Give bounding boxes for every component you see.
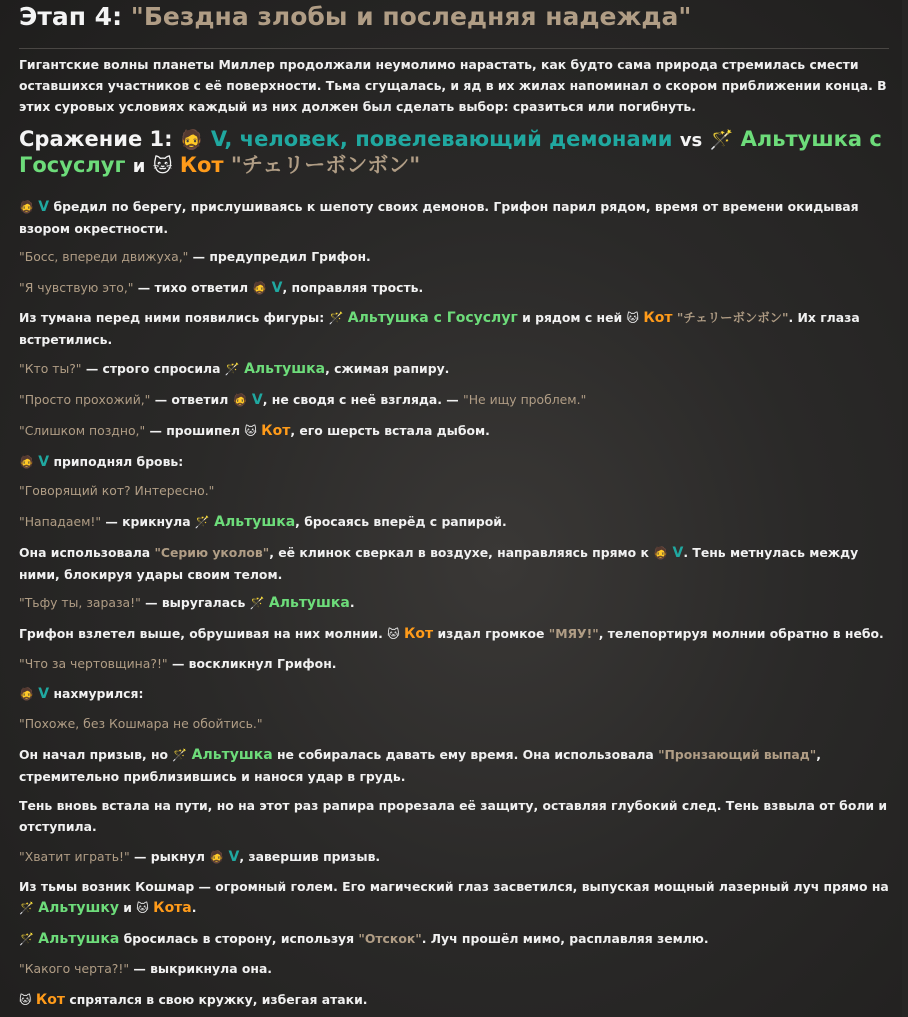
paragraph-text: . (191, 900, 197, 915)
skill-name: "Серию уколов" (154, 545, 270, 560)
cat-name: Кот (403, 626, 434, 642)
paragraph-text: бросилась в сторону, используя (119, 931, 359, 946)
paragraph-text: приподнял бровь: (49, 454, 184, 469)
paragraph-text: . (349, 595, 355, 610)
paragraph-text: — рыкнул (129, 849, 210, 864)
story-paragraph-1 (19, 196, 899, 239)
story-paragraph-10 (19, 511, 899, 533)
paragraph-text: — выкрикнула она. (129, 961, 273, 976)
dialogue-quote: "Кто ты?" (19, 361, 82, 376)
story-paragraph-23 (19, 989, 899, 1011)
v-name: V (251, 392, 263, 408)
cat-name: Кот (643, 310, 673, 326)
paragraph-text: — тихо ответил (133, 280, 253, 295)
paragraph-text: Она использовала (19, 545, 155, 560)
cat-face-icon: 🐱 (19, 993, 32, 1007)
dialogue-quote: "Просто прохожий," (19, 392, 151, 407)
paragraph-text: бредил по берегу, прислушиваясь к шепоту своих демонов. Грифон парил рядом, время от времени окидывая взором окрестности. (19, 199, 859, 236)
story-paragraph-6 (19, 389, 899, 411)
story-paragraph-22 (19, 958, 899, 979)
dialogue-quote: "Какого черта?!" (19, 961, 130, 976)
story-paragraph-11 (19, 542, 899, 585)
alt-name: Альтушку (38, 900, 119, 916)
paragraph-text: и рядом с ней (517, 310, 627, 325)
story-paragraph-7 (19, 420, 899, 442)
cat-face-icon: 🐱 (387, 627, 400, 641)
paragraph-text: , сжимая рапиру. (325, 361, 450, 376)
dialogue-quote: "Слишком поздно," (19, 423, 146, 438)
dialogue-quote: "Босс, впереди движуха," (19, 249, 189, 264)
battle-heading (19, 127, 899, 179)
v-name: V (672, 545, 684, 561)
story-paragraph-9 (19, 480, 899, 501)
story-paragraph-17 (19, 744, 899, 787)
dialogue-quote: "Говорящий кот? Интересно." (19, 483, 215, 498)
dialogue-quote: "Я чувствую это," (19, 280, 134, 295)
paragraph-text: — ответил (150, 392, 233, 407)
paragraph-text: не собиралась давать ему время. Она использовала (272, 747, 659, 762)
skill-name: "МЯУ!" (548, 626, 599, 641)
story-paragraph-4 (19, 307, 899, 350)
paragraph-text: , поправляя трость. (282, 280, 424, 295)
alt-full-name: Альтушка с Госуслуг (19, 127, 882, 177)
dialogue-quote: "Нападаем!" (19, 514, 102, 529)
cat-name: Кота (153, 900, 192, 916)
cat-name: Кот (35, 992, 66, 1008)
v-name: V (38, 454, 50, 470)
cat-face-icon: 🐱 (244, 424, 257, 438)
paragraph-text: — предупредил Грифон. (188, 249, 371, 264)
paragraph-text: Грифон взлетел выше, обрушивая на них молнии. (19, 626, 388, 641)
paragraph-text: — крикнула (101, 514, 195, 529)
battle-label: Сражение 1: (19, 127, 173, 151)
and-label: и (132, 156, 146, 177)
skill-name: "Отскок" (358, 931, 422, 946)
skill-name: "Пронзающий выпад" (658, 747, 817, 762)
title-divider (19, 48, 889, 49)
v-full-name: V, человек, повелевающий демонами (210, 127, 673, 151)
magic-wand-icon: 🪄 (224, 362, 240, 376)
paragraph-text: , его шерсть встала дыбом. (290, 423, 490, 438)
vs-label: vs (679, 130, 703, 151)
paragraph-text: , её клинок сверкал в воздухе, направляясь прямо к (269, 545, 654, 560)
magic-wand-icon: 🪄 (194, 515, 210, 529)
cat-name: Кот (261, 423, 291, 439)
v-name: V (228, 849, 240, 865)
stage-title (19, 2, 691, 31)
magic-wand-icon: 🪄 (19, 901, 34, 915)
paragraph-text: . Луч прошёл мимо, расплавляя землю. (421, 931, 709, 946)
story-paragraph-5 (19, 358, 899, 380)
bearded-man-icon: 🧔 (19, 200, 34, 214)
alt-name: Альтушка с Госуслуг (347, 310, 518, 326)
bearded-man-icon: 🧔 (232, 393, 248, 407)
paragraph-text: . Их глаза встретились. (19, 310, 860, 347)
story-paragraph-13 (19, 623, 899, 645)
cat-face-icon: 🐱 (136, 901, 149, 915)
paragraph-text: — воскликнул Грифон. (167, 656, 337, 671)
paragraph-text: , завершив призыв. (239, 849, 381, 864)
alt-name: Альтушка (244, 361, 326, 377)
magic-wand-icon: 🪄 (709, 129, 734, 151)
paragraph-text: — прошипел (145, 423, 245, 438)
paragraph-text: нахмурился: (49, 686, 144, 701)
story-paragraph-12 (19, 592, 899, 614)
magic-wand-icon: 🪄 (328, 311, 344, 325)
story-paragraph-14 (19, 653, 899, 674)
paragraph-text: Из тумана перед ними появились фигуры: (19, 310, 329, 325)
story-paragraph-3 (19, 277, 899, 299)
magic-wand-icon: 🪄 (19, 932, 34, 946)
dialogue-quote: "Похоже, без Кошмара не обойтись." (19, 716, 263, 731)
paragraph-text: , стремительно приблизившись и нанося удар в грудь. (19, 747, 821, 784)
magic-wand-icon: 🪄 (172, 748, 188, 762)
paragraph-text: спрятался в свою кружку, избегая атаки. (65, 992, 368, 1007)
stage-prefix: Этап 4: (19, 2, 123, 31)
alt-name: Альтушка (268, 595, 350, 611)
story-paragraph-20 (19, 876, 899, 919)
alt-name: Альтушка (38, 931, 120, 947)
bearded-man-icon: 🧔 (179, 129, 204, 151)
alt-name: Альтушка (191, 747, 273, 763)
dialogue-quote: "Хватит играть!" (19, 849, 130, 864)
story-paragraph-19 (19, 846, 899, 868)
paragraph-text: , телепортируя молнии обратно в небо. (598, 626, 884, 641)
v-name: V (271, 280, 283, 296)
bearded-man-icon: 🧔 (19, 687, 34, 701)
paragraph-text: издал громкое (433, 626, 549, 641)
story-paragraph-21 (19, 928, 899, 950)
magic-wand-icon: 🪄 (249, 596, 265, 610)
cat-name: Кот (179, 153, 224, 177)
dialogue-quote: "Не ищу проблем." (463, 392, 587, 407)
story-paragraph-15 (19, 683, 899, 705)
story-paragraph-8 (19, 451, 899, 473)
stage-quoted-title: "Бездна злобы и последняя надежда" (130, 2, 692, 31)
cat-face-icon: 🐱 (152, 155, 173, 177)
paragraph-text: . Тень метнулась между ними, блокируя удары своим телом. (19, 545, 859, 582)
bearded-man-icon: 🧔 (653, 546, 669, 560)
paragraph-text: , бросаясь вперёд с рапирой. (295, 514, 507, 529)
cat-quoted-name: "チェリーボンボン" (676, 310, 789, 325)
intro-paragraph: Гигантские волны планеты Миллер продолжали неумолимо нарастать, как будто сама природа стремилась смести оставшихся участников с её поверхности. Тьма сгущалась, и яд в их жилах напоминал о скором приближении конца. В этих суровых условиях каждый из них должен был сделать выбор: сразиться или погибнуть. (19, 57, 887, 114)
dialogue-quote: "Что за чертовщина?!" (19, 656, 168, 671)
story-paragraph-2 (19, 246, 899, 267)
paragraph-text: — выругалась (140, 595, 250, 610)
bearded-man-icon: 🧔 (209, 850, 225, 864)
cat-quoted-name: "チェリーボンボン" (230, 153, 421, 177)
cat-face-icon: 🐱 (626, 311, 639, 325)
v-name: V (38, 199, 50, 215)
page-scrollbar[interactable] (902, 0, 908, 1017)
v-name: V (38, 686, 50, 702)
bearded-man-icon: 🧔 (19, 455, 34, 469)
paragraph-text: Из тьмы возник Кошмар — огромный голем. Его магический глаз засветился, выпуская мощный лазерный луч прямо на (19, 879, 889, 894)
story-paragraph-18: Тень вновь встала на пути, но на этот раз рапира прорезала её защиту, оставляя глубокий след. Тень взвыла от боли и отступила. (19, 798, 888, 834)
paragraph-text: Он начал призыв, но (19, 747, 173, 762)
bearded-man-icon: 🧔 (252, 281, 268, 295)
dialogue-quote: "Тьфу ты, зараза!" (19, 595, 141, 610)
paragraph-text: — строго спросила (81, 361, 225, 376)
alt-name: Альтушка (214, 514, 296, 530)
paragraph-text: , не сводя с неё взгляда. — (262, 392, 463, 407)
story-paragraph-16 (19, 713, 899, 734)
paragraph-text: и (118, 900, 137, 915)
